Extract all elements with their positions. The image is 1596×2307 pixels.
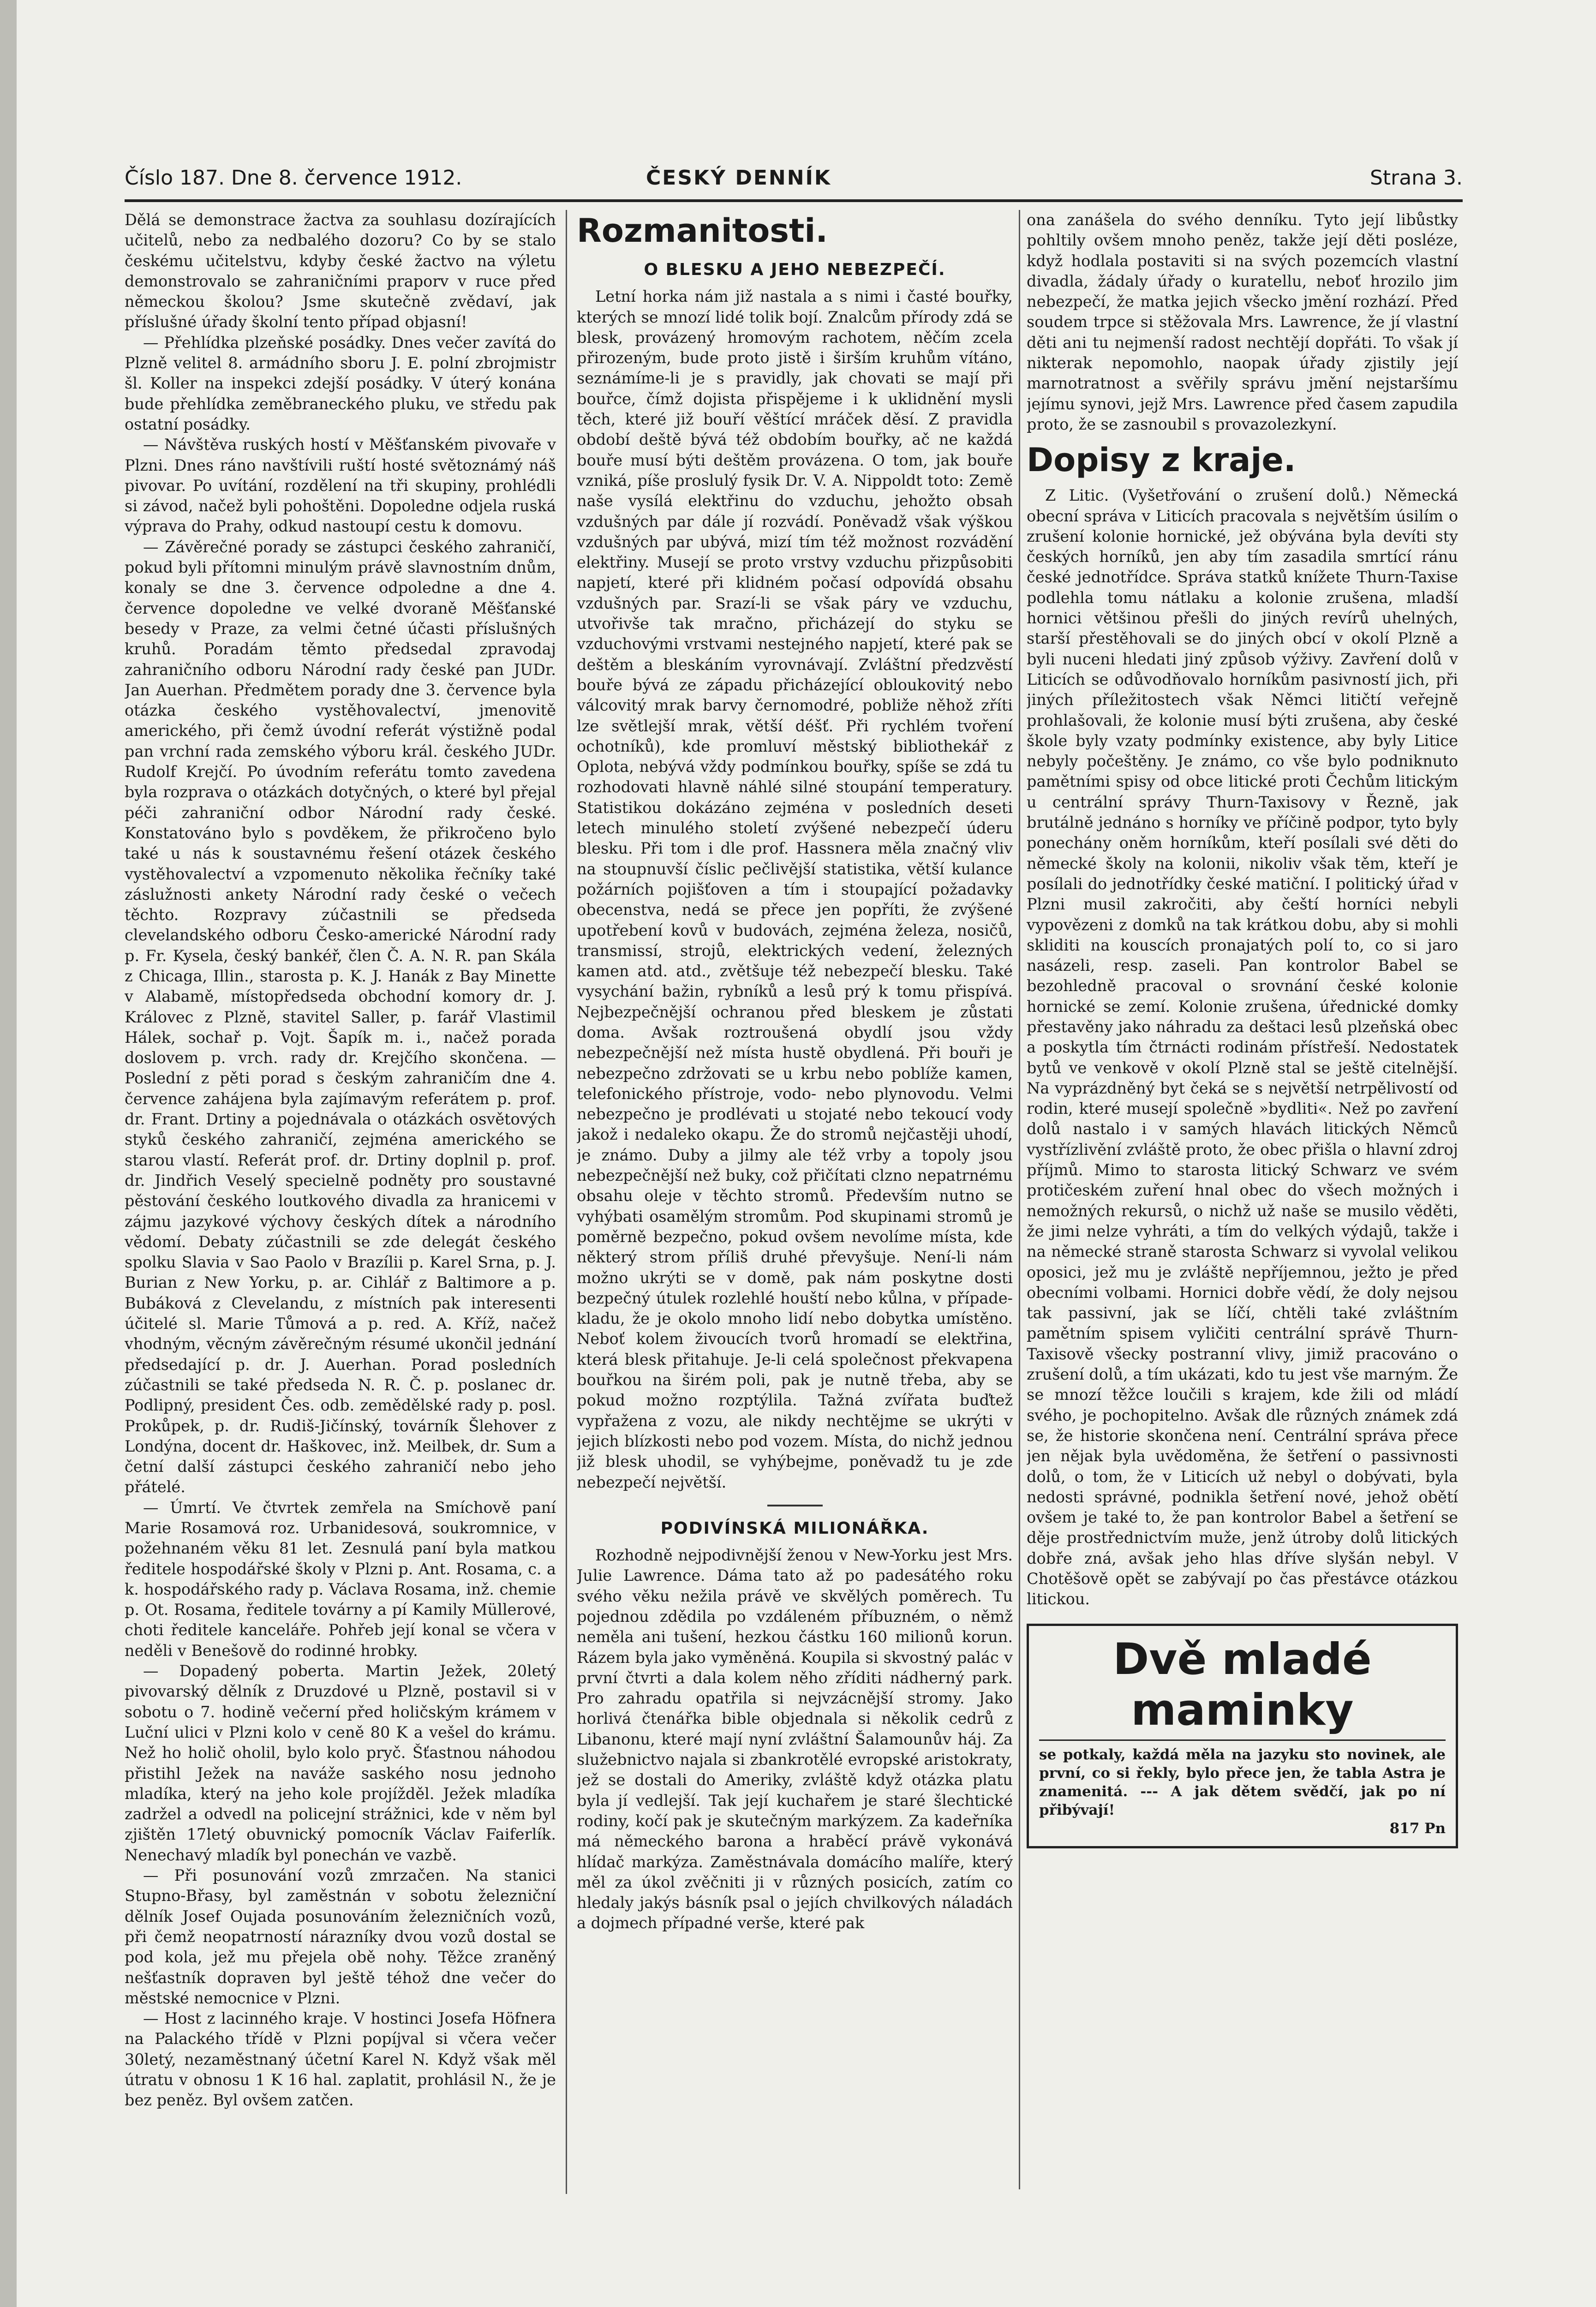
news-paragraph: — Závěrečné porady se zástupci českého zahraničí, pokud byli přítomni minulým právě slavnostním dnům, konaly se dne 3. července odpoledne a dne 4. července dopoledne ve velké dvoraně Měšťanské besedy v Praze, za velmi četné účasti příslušných kruhů. Poradám těmto předsedal zpravodaj zahraničního odboru Národní rady české pan JUDr. Jan Auerhan. Předmětem porady dne 3. července byla otázka českého vystěhovalectví, jmenovitě amerického, při čemž úvodní referát výstižně podal pan vrchní rada zemského výboru král. českého JUDr. Rudolf Krejčí. Po úvodním referátu tomto zavedena byla rozprava o otázkách dotyčných, o které byl přejal péči zahraniční odbor Národní rady české. Konstatováno bylo s povděkem, že přikročeno bylo také u nás k soustavnému řešení otázek českého vystěhovalectví a vzpomenuto několika řečníky také záslužnosti ankety Národní rady české o večech těchto. Rozpravy zúčastnili se předseda clevelandského odboru Česko-americké Národní rady p. Fr. Kysela, český bankéř, člen Č. A. N. R. pan Skála z Chicaga, Illin., starosta p. K. J. Hanák z Bay Minette v Alabamě, místopředseda obchodní komory dr. J. Královec z Plzně, stavitel Saller, p. farář Vlastimil Hálek, sochař p. Vojt. Šapík m. i., načež porada doslovem p. vrch. rady dr. Krejčího skončena. — Poslední z pěti porad s českým zahraničím dne 4. července zahájena byla zajímavým referátem p. prof. dr. Frant. Drtiny a pojednávala o otázkách osvětových styků českého zahraničí, zejména amerického se starou vlastí. Referát prof. dr. Drtiny doplnil p. prof. dr. Jindřich Veselý specielně podněty pro soustavné pěstování českého loutkového divadla za hranicemi v zájmu jazykové výchovy českých dítek a národního vědomí. Debaty zúčastnili se zde delegát českého spolku Slavia v Sao Paolo v Brazílii p. Karel Srna, p. J. Burian z New Yorku, p. ar. Cihlář z Baltimore a p. Bubáková z Clevelandu, z místních pak interesenti účitelé sl. Marie Tůmová a p. red. A. Kříž, načež vhodným, věcným závěrečným résumé ukončil jednání předsedající p. dr. J. Auerhan. Porad posledních zúčastnili se také předseda N. R. Č. p. poslanec dr. Podlipný, president Čes. odb. zemědělské rady p. posl. Prokůpek, p. dr. Rudiš-Jičínský, továrník Šlehover z Londýna, docent dr. Haškovec, inž. Meilbek, dr. Sum a četní další zástupci českého zahraničí nebo jeho přátelé.: [125, 538, 556, 1496]
header-rule: [125, 199, 1463, 202]
news-paragraph: Dělá se demonstrace žactva za souhlasu dozírajících učitelů, nebo za nedbalého dozoru? Co by se stalo českému učitelstvu, kdyby české žactvo na výletu demonstrovalo se zahraničními praporv v ruce před německou školou? Jsme skutečně zvědaví, jak příslušné úřady školní tento případ objasní!: [125, 211, 556, 331]
article-title: PODIVÍNSKÁ MILIONÁŘKA.: [660, 1518, 929, 1538]
page-header: [125, 166, 1463, 198]
ad-body: se potkaly, každá měla na jazyku sto novinek, ale první, co si řekly, bylo přece jen, že tabla Astra je znamenitá. --- A jak dětem svědčí, jak po ní přibývají!: [1039, 1746, 1446, 1818]
column-2: [577, 210, 1013, 2217]
page-number: Strana 3.: [1369, 166, 1463, 190]
column-divider: [1019, 210, 1020, 2189]
column-3: [1027, 210, 1458, 2194]
article-body: Letní horka nám již nastala a s nimi i časté bouřky, kterých se mnozí lidé tolik bojí. Znalcům přírody zdá se blesk, provázený hromovým rachotem, něčím zcela přirozeným, bude proto jistě i širším kruhům vítáno, seznámíme-li je s pravidly, jak chovati se mají při bouřce, čímž dojista přispějeme i k uklidnění mysli těch, které již bouří věštící mráček děsí. Z pravidla období deště bývá též obdobím bouřky, ač ne každá bouře musí býti deštěm provázena. O tom, jak bouře vzniká, píše proslulý fysik Dr. V. A. Nippoldt toto: Země naše vysílá elektřinu do vzduchu, jehožto obsah vzdušných par dále jí rozvádí. Poněvadž však výškou vzdušných par ubývá, mizí tím též možnost rozvádění elektřiny. Musejí se proto vrstvy vzduchu přizpůsobiti napjetí, které při klidném počasí odpovídá obsahu vzdušných par. Srazí-li se však páry ve vzduchu, utvořivše tak mračno, přicházejí do styku se vzduchovými vrstvami nestejného napjetí, které pak se deštěm a bleskáním vyrovnávají. Zvláštní předzvěstí bouře bývá ze západu přicházející obloukovitý nebo válcovitý mrak barvy černomodré, pobliže něhož zříti lze světlejší mrak, větší déšť. Při rychlém tvoření ochotníků), kde promluví městský bibliothekář z Oplota, nebývá vždy podmínkou bouřky, spíše se zdá tu rozhodovati hlavně náhlé silné stoupání temperatury. Statistikou dokázáno zejména v posledních deseti letech minulého století zvýšené nebezpečí úderu blesku. Při tom i dle prof. Hassnera měla značný vliv na stoupnuvší číslic pečlivější statistika, větší kulance požárních pojišťoven a tím i stoupající požadavky obecenstva, nedá se přece jen popříti, že zvýšené upotřebení kovů v budovách, zejména železa, nosičů, transmissí, strojů, elektrických vedení, železných kamen atd. atd., zvětšuje též nebezpečí blesku. Také vysychání bažin, rybníků a lesů prý k tomu přispívá. Nejbezpečnější ochranou před bleskem je zůstati doma. Avšak roztroušená obydlí jsou vždy nebezpečnější než místa hustě obydlená. Při bouři je nebezpečno zdržovati se u krbu nebo poblíže kamen, telefonického přístroje, vodo- nebo plynovodu. Velmi nebezpečno je prodlévati u stojaté nebo tekoucí vody jakož i nedaleko okapu. Že do stromů nejčastěji uhodí, je známo. Duby a jilmy ale též vrby a topoly jsou nebezpečnější než buky, což přičítati clzno nepatrnému obsahu oleje v těchto stromů. Především nutno se vyhýbati osamělým stromům. Pod skupinami stromů je poměrně bezpečno, pokud ovšem nevolíme místa, kde některý strom příliš druhé převyšuje. Není-li nám možno ukrýti se v domě, pak nám poskytne dosti bezpečný útulek rozlehlé houští nebo kůlna, v případekladu, že je okolo mnoho lidí nebo dobytka umístěno. Neboť kolem živoucích tvorů hromadí se elektřina, která blesk přitahuje. Je-li celá společnost překvapena bouřkou na širém poli, pak je nutně třeba, aby se pokud možno rozptýlila. Tažná zvířata buďtež vypřažena z vozu, ale nikdy nechtějme se ukrýti v jejich blízkosti nebo pod vozem. Místa, do nichž jednou již blesk uhodil, se vyhýbejme, poněvadž tu je zde nebezpečí největší.: [577, 287, 1013, 1491]
news-paragraph: — Dopadený poberta. Martin Ježek, 20letý pivovarský dělník z Druzdové u Plzně, postavil si v sobotu o 7. hodině večerní před holičským krámem v Luční ulici v Plzni kolo v ceně 80 K a vešel do krámu. Než ho holič oholil, bylo kolo pryč. Šťastnou náhodou přistihl Ježek na naváže saského nosu jednoho mladíka, který na jeho kole projížděl. Ježek mladíka zadržel a odvedl na policejní strážnici, kde v něm byl zjištěn 17letý obuvnický pomocník Václav Faiferlík. Nenechavý mladík byl ponechán ve vazbě.: [125, 1662, 556, 1864]
ad-title: Dvě mladé maminky: [1039, 1634, 1446, 1741]
news-paragraph: — Úmrtí. Ve čtvrtek zemřela na Smíchově paní Marie Rosamová roz. Urbanidesová, soukromnice, v požehnaném věku 81 let. Zesnulá paní byla matkou ředitele hospodářské školy v Plzni p. Ant. Rosama, c. a k. hospodářského rady p. Václava Rosama, inž. chemie p. Ot. Rosama, ředitele továrny a pí Kamily Müllerové, choti ředitele kanceláře. Pohřeb její konal se včera v neděli v Benešově do rodinné hrobky.: [125, 1498, 556, 1660]
issue-info: Číslo 187. Dne 8. července 1912.: [125, 166, 462, 190]
article-title: O BLESKU A JEHO NEBEZPEČÍ.: [644, 260, 946, 279]
newspaper-title: ČESKÝ DENNÍK: [646, 166, 832, 190]
article-body: Rozhodně nejpodivnější ženou v New-Yorku jest Mrs. Julie Lawrence. Dáma tato až po padesátého roku svého věku nežila právě ve skvělých poměrech. Tu pojednou zdědila po vzdáleném příbuzném, o němž neměla ani tušení, hezkou částku 160 milionů korun. Rázem byla jako vyměněná. Koupila si skvostný palác v první čtvrti a dala kolem něho zříditi nádherný park. Pro zahradu opatřila si nejvzácnější stromy. Jako horlivá čtenářka bible objednala si několik cedrů z Libanonu, které mají nyní zvláštní Šalamounův háj. Za služebnictvo najala si zbankrotělé evropské aristokraty, jež se dostali do Ameriky, zvláště když otázka platu byla jí vedlejší. Tak její kuchařem je staré šlechtické rodiny, kočí pak je skutečným markýzem. Za kadeřníka má německého barona a hraběcí právě vykonává hlídač markýza. Zaměstnávala domácího malíře, který měl za úkol zvěčniti ji v různých posicích, zatím co hledaly jakýs básník psal o jejích chvilkových náladách a dojmech případné verše, které pak: [577, 1546, 1013, 1932]
column-divider: [566, 210, 567, 2194]
separator: [767, 1505, 823, 1506]
news-paragraph: — Při posunování vozů zmrzačen. Na stanici Stupno-Břasy, byl zaměstnán v sobotu železniční dělník Josef Oujada posunováním železničních vozů, při čemž neopatrností nárazníky dvou vozů dostal se pod kola, jež mu přejela obě nohy. Těžce zraněný nešťastník dopraven byl ještě téhož dne večer do městské nemocnice v Plzni.: [125, 1866, 556, 2007]
article-continuation: ona zanášela do svého denníku. Tyto její libůstky pohltily ovšem mnoho peněz, takže její děti posléze, když hodlala postaviti si na svých pozemcích vlastní divadla, žádaly úřady o kuratellu, neboť hrozilo jim nebezpečí, že matka jejich všecko jmění rozhází. Před soudem trpce si stěžovala Mrs. Lawrence, že jí vlastní děti ani tu nejmenší radost nechtějí dopřáti. To však jí nikterak nepomohlo, naopak úřady zjistily její marnotratnost a svěřily správu jmění nejstaršímu jejímu synovi, jejž Mrs. Lawrence před časem zapudila proto, že se zasnoubil s provazolezkyní.: [1027, 211, 1458, 433]
ad-code: 817 Pn: [1389, 1820, 1446, 1837]
news-paragraph: — Host z lacinného kraje. V hostinci Josefa Höfnera na Palackého třídě v Plzni popíjval si včera večer 30letý, nezaměstnaný účetní Karel N. Když však měl útratu v obnosu 1 K 16 hal. zaplatit, prohlásil N., že je bez peněz. Byl ovšem zatčen.: [125, 2009, 556, 2110]
section-title: Rozmanitosti.: [577, 212, 828, 250]
page-edge: [0, 0, 17, 2307]
article-body: Z Litic. (Vyšetřování o zrušení dolů.) Německá obecní správa v Liticích pracovala s největším úsilím o zrušení kolonie hornické, jež obývána byla devíti sty českých horníků, jen aby tím zasadila smrtící ránu české jednotřídce. Správa statků knížete Thurn-Taxise podlehla tomu nátlaku a kolonie zrušena, mladší hornici většinou přešli do jiných revírů uhelných, starší přestěhovali se do jiných obcí v okolí Plzně a byli nuceni hledati jiný způsob výživy. Zavření dolů v Liticích se odůvodňovalo horníkům pasivností jich, při jiných příležitostech však Němci litičtí veřejně prohlašovali, že kolonie musí býti zrušena, aby české škole byly vzaty podmínky existence, aby byly Litice nebyly počeštěny. Je známo, co vše bylo podniknuto pamětními spisy od obce litické proti Čechům litickým u centrální správy Thurn-Taxisovy v Řezně, jak brutálně jednáno s horníky ve příčině podpor, tyto byly ponechány oněm horníkům, kteří posílali své děti do německé školy na kolonii, nikoliv však těm, kteří je posílali do jednotřídky české matiční. I politický úřad v Plzni musil zakročiti, aby čeští horníci nebyli vypovězeni z domků na tak krátkou dobu, aby si mohli skliditi na kouscích pronajatých polí to, co si jaro nasázeli, resp. zaseli. Pan kontrolor Babel se bezohledně pracoval o srovnání české kolonie hornické se zemí. Kolonie zrušena, úřednické domky přestavěny jako náhradu za deštaci lesů plzeňská obec a poskytla tím čtrnácti rodinám přístřeší. Nedostatek bytů ve venkově v okolí Plzně stal se ještě citelnější. Na vyprázdněný byt čeká se s největší netrpělivostí od rodin, které musejí společně »bydliti«. Než po zavření dolů nastalo i v samých hlavách litických Němců vystřízlivění zvláště proto, že obec přišla o hlavní zdroj příjmů. Mimo to starosta litický Schwarz ve svém protičeském zuření hnal obec do všech možných i nemožných rekursů, o nichž už naše se musilo věděti, že jimi nelze vyhráti, a tím do velkých výdajů, takže i na německé straně starosta Schwarz si vyvolal velikou oposici, jež mu je zvláště nepříjemnou, ježto je před obecními volbami. Hornici dobře vědí, že doly nejsou tak passivní, jak se líčí, chtěli také zvláštním pamětním spisem vyličiti centrální správě Thurn-Taxisově všecky postranní vlivy, jimiž pracováno o zrušení dolů, a tím ukázati, kdo tu jest vše marným. Že se mnozí těžce loučili s krajem, kde žili od mládí svého, je pochopitelno. Avšak dle různých známek zdá se, že historie skončena není. Centrální správa přece jen nějak byla uvědoměna, že šetření o passivnosti dolů, o tom, že v Liticích už nebyl o dobývati, byla nedosti správné, podnikla šetření nové, jehož obětí ovšem je také to, že pan kontrolor Babel a šetření se děje prostřednictvím muže, jenž útroby dolů litických dobře zná, avšak jeho hlas dříve slyšán nebyl. V Chotěšově opět se zabývají po čas přestávce otázkou litickou.: [1027, 486, 1458, 1608]
news-paragraph: — Přehlídka plzeňské posádky. Dnes večer zavítá do Plzně velitel 8. armádního sboru J. E. polní zbrojmistr šl. Koller na inspekci zdejší posádky. V úterý konána bude přehlídka zeměbraneckého pluku, ve středu pak ostatní posádky.: [125, 333, 556, 433]
advertisement: [1027, 1624, 1458, 1848]
section-title: Dopisy z kraje.: [1027, 441, 1296, 479]
column-1: [125, 210, 556, 2180]
news-paragraph: — Návštěva ruských hostí v Měšťanském pivovaře v Plzni. Dnes ráno navštívili ruští hosté světoznámý náš pivovar. Po uvítání, rozdělení na tři skupiny, prohlédli si závod, načež byli pohoštěni. Dopoledne odjela ruská výprava do Prahy, odkud nastoupí cestu k domovu.: [125, 436, 556, 536]
